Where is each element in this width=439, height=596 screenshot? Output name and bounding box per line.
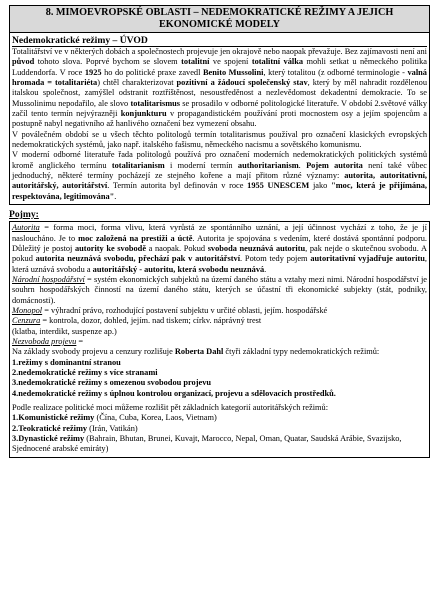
dahl-paragraph: Na základy svobody projevu a cenzury rozlišuje Roberta Dahl čtyři základní typy nedemokratických režimů: bbox=[12, 347, 380, 357]
list-item: 4.nedemokratické režimy s úplnou kontrolou organizací, projevu a sdělovacích prostředků. bbox=[12, 388, 336, 398]
list-item: 2.Teokratické režimy (Irán, Vatikán) bbox=[12, 423, 138, 433]
term-narodni-hospodarstvi: Národní hospodářství = systém ekonomických subjektů na území daného státu a vztahy mezi nimi. Národní hospodářství je souhrn hospodářských činností na území daného státu, kterých se účastní tři ekonomické subjekty (stát, podniky, domácnosti). bbox=[12, 274, 427, 305]
intro-heading: Nedemokratické režimy – ÚVOD bbox=[12, 35, 427, 47]
intro-paragraph-2: V poválečném období se u všech těchto politologů termín totalitarismus používal pro označení klasických evropských nedemokratických systémů, jako např. italského fašismu, německého nacismu a sovětského komunismu. bbox=[12, 129, 427, 150]
term-monopol: Monopol = výhradní právo, rozhodující postavení subjektu v určité oblasti, jejím. hospodářské bbox=[12, 305, 328, 315]
authoritarian-categories-list bbox=[12, 413, 427, 454]
pojmy-section bbox=[9, 221, 430, 458]
term-autorita: Autorita = forma moci, forma vlivu, která vyrůstá ze spontánního uznání, a její účinnost vychází z toho, že je jí nasloucháno. Je to moc založená na prestiži a úctě. Autorita je spojována s vedením, které dostává spontánní podporu. Důležitý je postoj autority ke svobodě a naopak. Pokud svoboda neuznává autoritu, pak nejde o skutečnou svobodu. A pokud autorita neuznává svobodu, přechází pak v autoritářství. Potom tedy pojem autoritativní vyjadřuje autoritu, která uznává svobodu a autoritářský - autoritu, která svobodu neuznává. bbox=[12, 223, 427, 274]
term-nesvoboda-projevu: Nezvoboda projevu = bbox=[12, 336, 84, 346]
intro-paragraph-3: V moderní odborné literatuře řada politologů používá pro označení moderních nedemokratických politických systémů kromě anglického termínu totalitarianism i moderní termín authoritarianism. Pojem autorita není také vůbec jednoduchý, některé termíny pocházejí ze stejného kořene a mají přitom různé významy: autorita, autoritativní, autoritářský, autoritářství. Termín autorita byl definován v roce 1955 UNESCEM jako "moc, která je přijímána, respektována, legitimována". bbox=[12, 150, 428, 201]
list-item: 2.nedemokratické režimy s více stranami bbox=[12, 367, 158, 377]
list-item: 3.Dynastické režimy (Bahrain, Bhutan, Brunei, Kuvajt, Marocco, Nepal, Oman, Quatar, Saudská Arábie, Svazijsko, Sjednocené arabské emiráty) bbox=[12, 434, 402, 454]
intro-section bbox=[9, 33, 430, 205]
pojmy-heading: Pojmy: bbox=[9, 209, 39, 221]
list-item: 1.režimy s dominantní stranou bbox=[12, 357, 121, 367]
intro-paragraph-1: Totalitářství ve v některých dobách a společnostech projevuje jen okrajově nebo naopak převažuje. Bez zajímavosti není ani původ tohoto slova. Poprvé bychom se slovem totalitní ve spojení totalitní válka mohli setkat u německého politika Luddendorfa. V roce 1925 ho do politické praxe zavedl Benito Mussolini, který totalitou (z odborné terminologie - valná hromada = totalitariéta) chtěl charakterizovat pozitivní a žádoucí společenský stav, který by měl nahradit rozdělenou italskou společnost, zamýšlel odstranit roztříštěnost, nesoustředěnost a nezlevědomost dekadentní demokracie. To se Mussolinimu nepodařilo, ale slovo totalitarismus se prosadilo v odborné politologické literatuře. V období 2.světové války začíl tento termín nejvýrazněji konjunkturu v propagandistickém používání proti mocnostem osy a jejím spojencům a postupně nabyl negativního až hanlivého označení bez vymezení obsahu. bbox=[12, 47, 428, 129]
term-cenzura-note: (klatba, interdikt, suspenze ap.) bbox=[12, 326, 117, 336]
dahl-regime-list bbox=[12, 358, 427, 399]
list-item: 1.Komunistické režimy (Čína, Cuba, Korea, Laos, Vietnam) bbox=[12, 413, 217, 423]
chapter-title-line-2: EKONOMICKÉ MODELY bbox=[158, 19, 281, 30]
list-item: 3.nedemokratické režimy s omezenou svobodou projevu bbox=[12, 378, 212, 388]
term-cenzura: Cenzura = kontrola, dozor, dohled, jejím. nad tiskem; církv. náprávný trest bbox=[12, 316, 262, 326]
chapter-title bbox=[9, 5, 430, 33]
authoritarian-categories-intro: Podle realizace politické moci můžeme rozlišit pět základních kategorií autoritářských režimů: bbox=[12, 403, 329, 412]
chapter-title-line-1: 8. MIMOEVROPSKÉ OBLASTI – NEDEMOKRATICKÉ REŽIMY A JEJICH bbox=[45, 7, 394, 18]
